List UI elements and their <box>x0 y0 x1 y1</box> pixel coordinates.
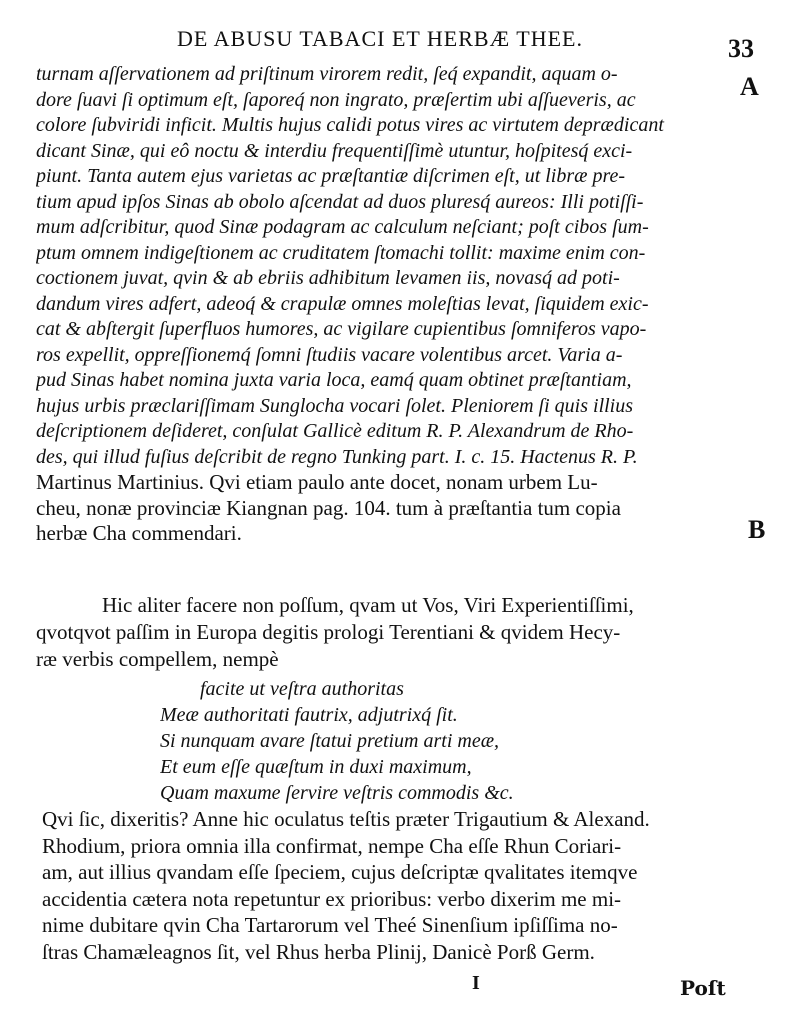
margin-letter-a: A <box>740 72 759 101</box>
text-line: dandum vires adfert, adeoq́ & crapulæ omnes moleſtias levat, ſiquidem exic- <box>36 292 649 315</box>
paragraph-1 <box>36 62 736 547</box>
text-line: ræ verbis compellem, nempè <box>36 647 279 671</box>
text-line: cat & abſtergit ſuperfluos humores, ac vigilare cupientibus ſomniferos vapo- <box>36 318 647 340</box>
text-line: pud Sinas habet nomina juxta varia loca, eamq́ quam obtinet præſtantiam, <box>36 369 632 391</box>
signature-mark: I <box>472 972 480 994</box>
text-line: mum adſcribitur, quod Sinæ podagram ac calculum neſciant; poſt cibos ſum- <box>36 216 649 238</box>
verse-line: Et eum eſſe quæſtum in duxi maximum, <box>160 756 472 778</box>
text-line: qvotqvot paſſim in Europa degitis prologi Terentiani & qvidem Hecy- <box>36 620 621 644</box>
margin-letter-b: B <box>748 515 766 544</box>
text-line: herbæ Cha commendari. <box>36 521 242 545</box>
paragraph-3 <box>42 806 747 965</box>
text-line: coctionem juvat, qvin & ab ebriis adhibitum levamen iis, novasq́ ad poti- <box>36 267 620 289</box>
text-line: Qvi ſic, dixeritis? Anne hic oculatus teſtis præter Trigautium & Alexand. <box>42 807 650 831</box>
text-line: des, qui illud fuſius deſcribit de regno Tunking part. I. c. 15. Hactenus R. P. <box>36 445 638 468</box>
text-line: deſcriptionem deſideret, conſulat Gallicè editum R. P. Alexandrum de Rho- <box>36 420 634 442</box>
text-line: dore ſuavi ſi optimum eſt, ſaporeq́ non ingrato, præſertim ubi aſſueveris, ac <box>36 88 636 111</box>
text-line: hujus urbis præclariſſimam Sunglocha vocari ſolet. Pleniorem ſi quis illius <box>36 394 634 417</box>
page-number: 33 <box>728 34 754 63</box>
text-line: ros expellit, oppreſſionemq́ ſomni ſtudiis vacare volentibus arcet. Varia a- <box>36 343 623 366</box>
verse-line: facite ut veſtra authoritas <box>200 678 404 700</box>
text-line: Hic aliter facere non poſſum, qvam ut Vos, Viri Experientiſſimi, <box>102 593 634 617</box>
text-line: dicant Sinæ, qui eô noctu & interdiu frequentiſſimè utuntur, hoſpitesq́ exci- <box>36 139 633 162</box>
paragraph-2 <box>36 592 736 673</box>
text-line: turnam aſſervationem ad priſtinum virorem redit, ſeq́ expandit, aquam o- <box>36 63 618 85</box>
catchword: Poſt <box>680 976 726 1000</box>
text-line: Martinus Martinius. Qvi etiam paulo ante docet, nonam urbem Lu- <box>36 470 598 494</box>
text-line: accidentia cætera nota repetuntur ex prioribus: verbo dixerim me mi- <box>42 886 622 911</box>
text-line: ptum omnem indigeſtionem ac cruditatem ſtomachi tollit: maxime enim con- <box>36 241 646 264</box>
verse-quotation <box>160 676 720 806</box>
text-line: cheu, nonæ provinciæ Kiangnan pag. 104. tum à præſtantia tum copia <box>36 495 621 520</box>
text-line: tium apud ipſos Sinas ab obolo aſcendat ad duos pluresq́ aureos: Illi potiſſi- <box>36 190 644 213</box>
text-line: colore ſubviridi inficit. Multis hujus calidi potus vires ac virtutem deprædicant <box>36 114 664 136</box>
verse-line: Si nunquam avare ſtatui pretium arti meæ, <box>160 730 500 752</box>
text-line: am, aut illius qvandam eſſe ſpeciem, cujus deſcriptæ qvalitates itemqve <box>42 860 638 884</box>
text-line: piunt. Tanta autem ejus varietas ac præſtantiæ diſcrimen eſt, ut libræ pre- <box>36 165 626 187</box>
text-line: Rhodium, priora omnia illa confirmat, nempe Cha eſſe Rhun Coriari- <box>42 833 622 858</box>
running-title: DE ABUSU TABACI ET HERBÆ THEE. <box>177 26 583 51</box>
verse-line: Quam maxume ſervire veſtris commodis &c. <box>160 782 514 804</box>
verse-line: Meæ authoritati fautrix, adjutrixq́ ſit. <box>160 704 458 726</box>
text-line: ſtras Chamæleagnos ſit, vel Rhus herba Plinij, Danicè Porß Germ. <box>42 939 595 964</box>
text-line: nime dubitare qvin Cha Tartarorum vel Theé Sinenſium ipſiſſima no- <box>42 913 618 937</box>
